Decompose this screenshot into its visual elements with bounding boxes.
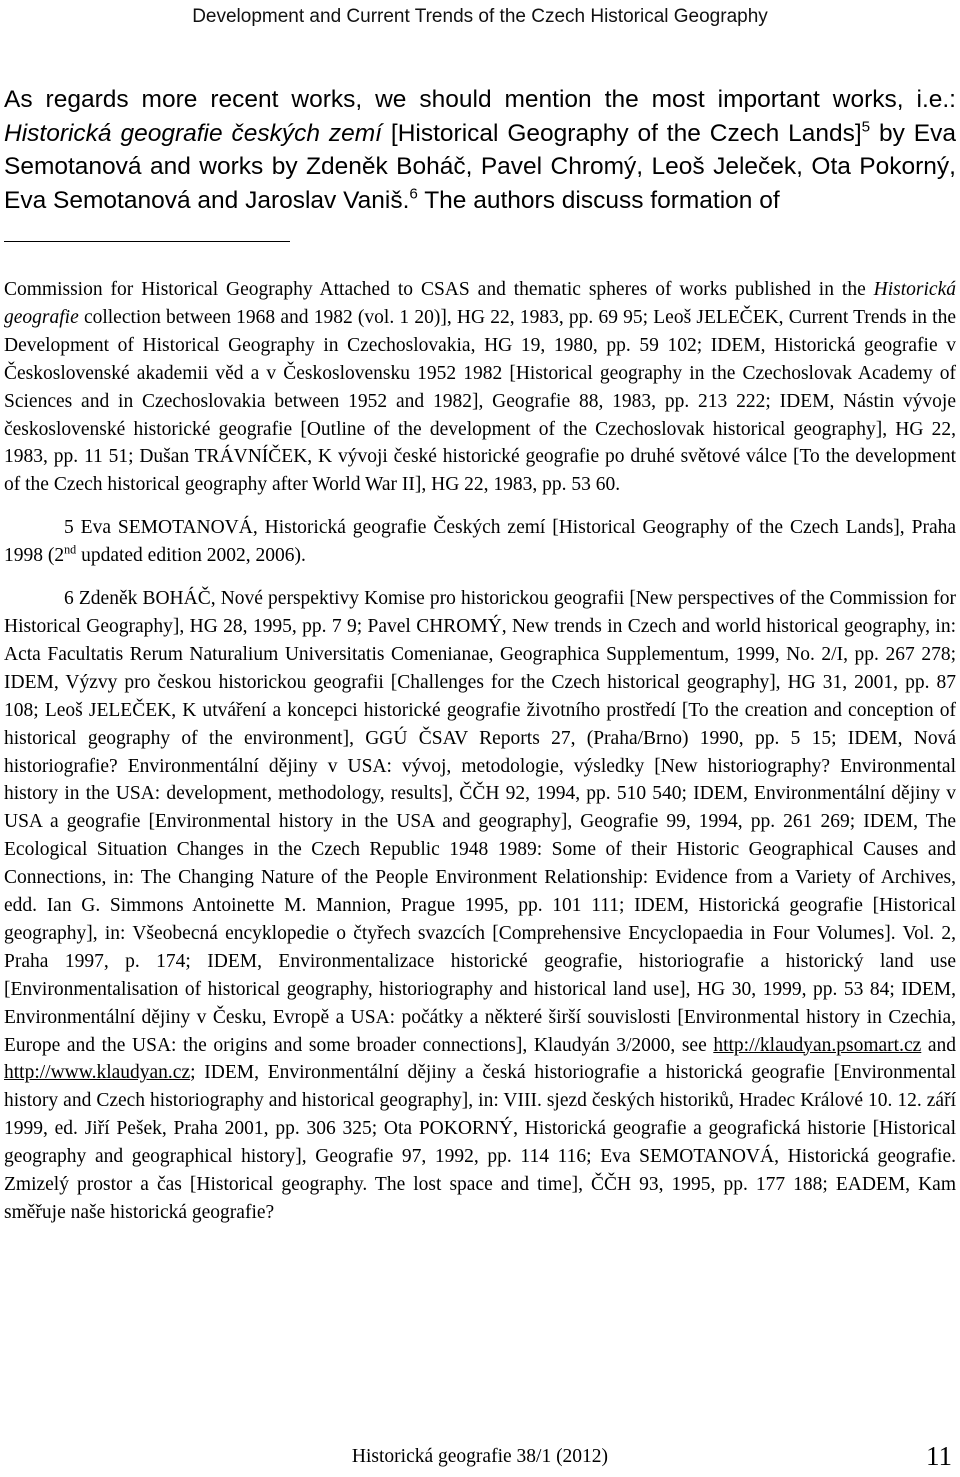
klaudyan-link[interactable]: http://www.klaudyan.cz <box>4 1062 191 1084</box>
footnote-continuation <box>4 276 956 499</box>
footnote-separator <box>4 241 290 242</box>
page-number: 11 <box>926 1441 952 1471</box>
footnote-text: ; IDEM, Environmentální dějiny a česká historiografie a historická geografie [Environmental history and Czech historiography and historical geography], in: VIII. sjezd českých historiků, Hradec Králové 10. 12. září 1999, ed. Jiří Pešek, Praha 2001, pp. 306 325; Ota POKORNÝ, Historická geografie a geografická historie [Historical geography and geographical history], Geografie 97, 1992, pp. 114 116; Eva SEMOTANOVÁ, Historická geografie. Zmizelý prostor a čas [Historical geography. The lost space and time], ČČH 93, 1995, pp. 177 188; EADEM, Kam směřuje naše historická geografie? <box>4 1062 956 1223</box>
footnote-5 <box>4 514 956 570</box>
footnote-text: updated edition 2002, 2006). <box>81 545 306 567</box>
book-title: Historická geografie českých zemí <box>4 119 382 147</box>
footnote-text: Commission for Historical Geography Attached to CSAS and thematic spheres of works published in the <box>4 279 866 300</box>
intro-text: As regards more recent works, we should mention the most important works, i.e.: <box>4 86 956 113</box>
body-tail: The authors discuss formation of <box>424 186 780 214</box>
body-paragraph <box>4 83 956 217</box>
footnote-ref-6[interactable]: 6 <box>409 185 418 203</box>
footnotes-section <box>4 276 956 1227</box>
footnote-6 <box>4 585 956 1227</box>
running-header: Development and Current Trends of the Czech Historical Geography <box>192 6 768 27</box>
book-title-translation: [Historical Geography of the Czech Lands] <box>390 119 862 147</box>
footnote-text: and <box>927 1034 956 1056</box>
klaudyan-psomart-link[interactable]: http://klaudyan.psomart.cz <box>713 1034 922 1056</box>
body-continued: by Eva Semotanová and works by Zdeněk Boháč, Pavel Chromý, Leoš Jeleček, Ota Pokorný, Eva Semotanová and Jaroslav Vaniš. <box>4 119 957 214</box>
footnote-number: 6 <box>64 588 74 610</box>
footnote-text: collection between 1968 and 1982 (vol. 1 20)], HG 22, 1983, pp. 69 95; Leoš JELEČEK, Current Trends in the Development of Historical Geography in Czechoslovakia, HG 19, 1980, pp. 59 102; IDEM, Historická geografie v Československé akademii věd a v Československu 1952 1982 [Historical geography in the Czechoslovak Academy of Sciences and in Czechoslovakia between 1952 and 1982], Geografie 88, 1983, pp. 213 222; IDEM, Nástin vývoje československé historické geografie [Outline of the development of the Czechoslovak historical geography], HG 22, 1983, pp. 11 51; Dušan TRÁVNÍČEK, K vývoji české historické geografie po druhé světové válce [To the development of the Czech historical geography after World War II], HG 22, 1983, pp. 53 60. <box>4 306 957 496</box>
footnote-ref-5[interactable]: 5 <box>861 118 871 136</box>
journal-footer: Historická geografie 38/1 (2012) <box>351 1446 609 1467</box>
footnote-italic-title: Historická geografie <box>4 279 956 328</box>
footnote-text: Eva SEMOTANOVÁ, Historická geografie Českých zemí [Historical Geography of the Czech Lands], Praha 1998 (2 <box>4 517 956 567</box>
footnote-number: 5 <box>64 517 74 539</box>
footnote-text: Zdeněk BOHÁČ, Nové perspektivy Komise pro historickou geografii [New perspectives of the Commission for Historical Geography], HG 28, 1995, pp. 7 9; Pavel CHROMÝ, New trends in Czech and world historical geography, in: Acta Facultatis Rerum Naturalium Universitatis Comenianae, Geographica Supplementum, 1999, No. 2/I, pp. 267 278; IDEM, Výzvy pro českou historickou geografii [Challenges for the Czech historical geography], HG 31, 2001, pp. 87 108; Leoš JELEČEK, K utváření a koncepci historické geografie životního prostředí [To the creation and conception of historical geography of the environment], GGÚ ČSAV Reports 27, (Praha/Brno) 1990, pp. 5 15; IDEM, Nová historiografie? Environmentální dějiny v USA: vývoj, metodologie, výsledky [New historiography? Environmental history in the USA: development, methodology, results], ČČH 92, 1994, pp. 510 540; IDEM, Environmentální dějiny v USA a geografie [Environmental history in the USA and geography], Geografie 99, 1994, pp. 261 269; IDEM, The Ecological Situation Changes in the Czech Republic 1948 1989: Some of their Historic Geographical Causes and Connections, in: The Changing Nature of the People Environment Relationship: Evidence from a Variety of Archives, edd. Ian G. Simmons Antoinette M. Mannion, Prague 1995, pp. 101 111; IDEM, Historická geografie [Historical geography], in: Všeobecná encyklopedie o čtyřech svazcích [Comprehensive Encyclopaedia in Four Volumes]. Vol. 2, Praha 1997, p. 174; IDEM, Environmentalizace historické geografie, historiografie a historický land use [Environmentalisation of historical geography, historiography and historical land use], HG 30, 1999, pp. 53 84; IDEM, Environmentální dějiny v Česku, Evropě a USA: počátky a některé širší souvislosti [Environmental history in Czechia, Europe and the USA: the origins and some broader connections], Klaudyán 3/2000, see <box>4 588 957 1056</box>
ordinal-superscript: nd <box>64 542 77 557</box>
